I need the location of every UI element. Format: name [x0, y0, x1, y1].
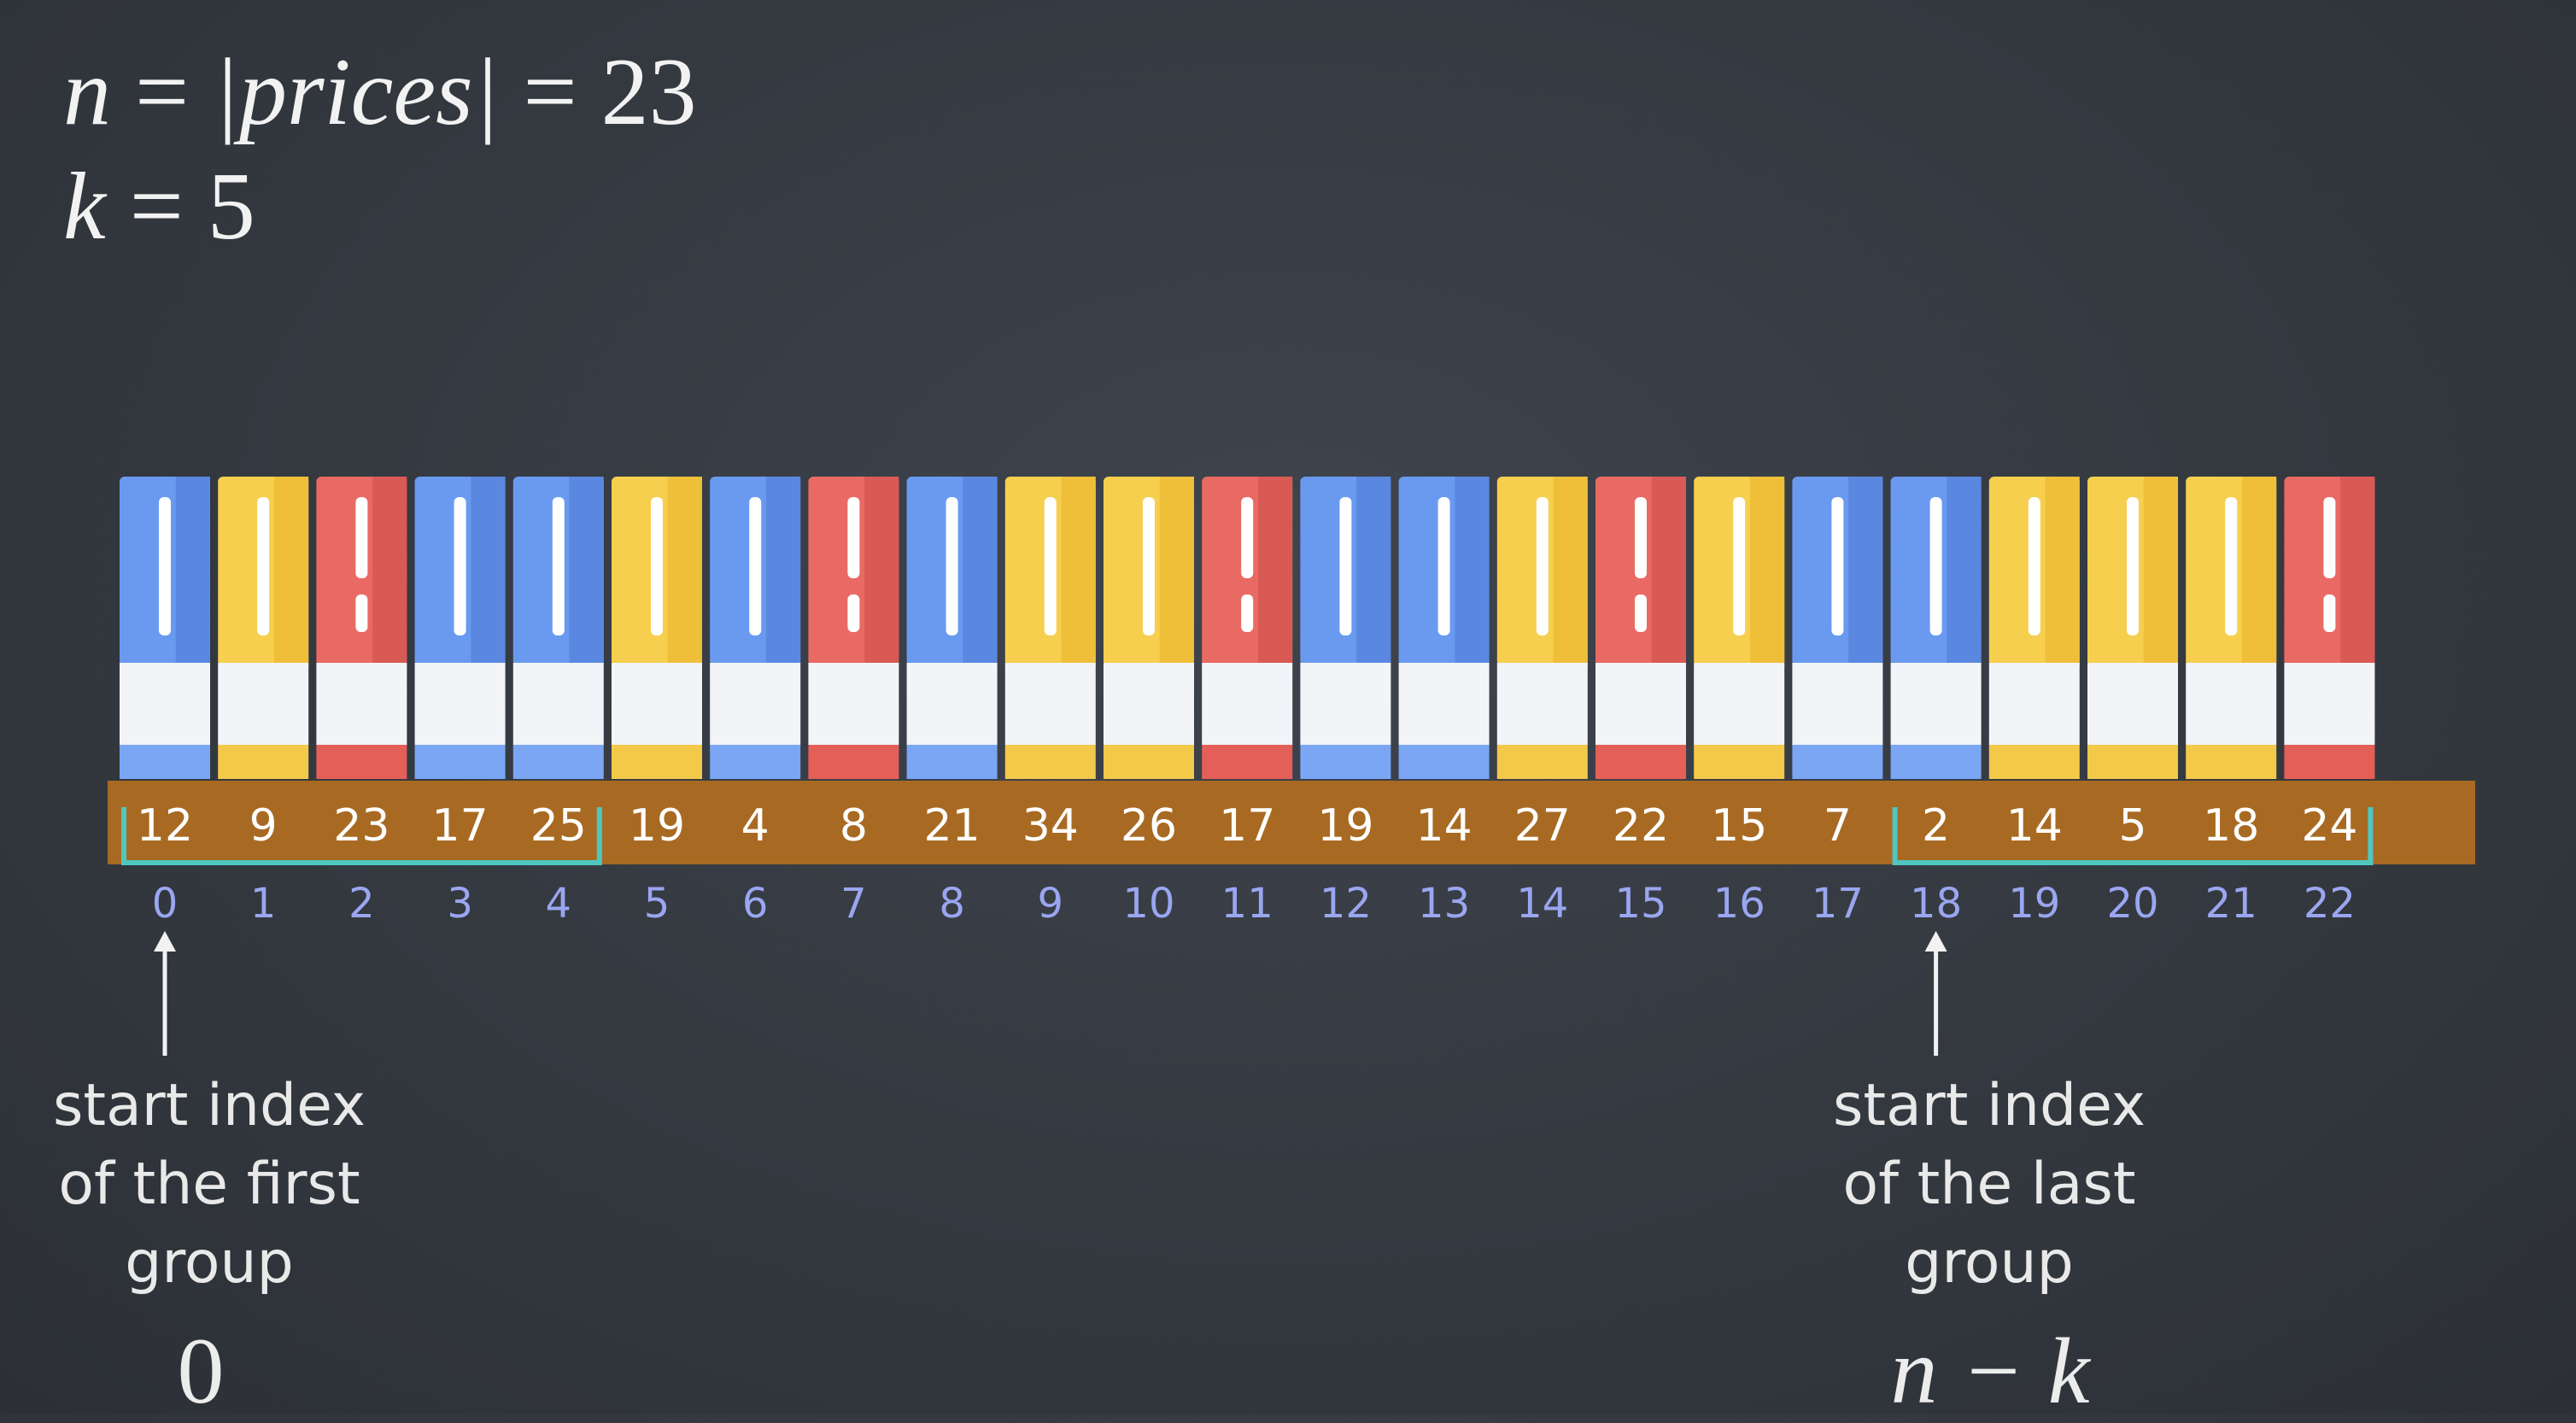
arrows-group: [154, 931, 1947, 1056]
bar-mark-icon: [1930, 497, 1942, 635]
bar-mark-icon: [553, 497, 565, 635]
price-value: 34: [1022, 800, 1079, 852]
formula-n-var: n: [63, 39, 111, 145]
first-group-label: [17, 1067, 401, 1303]
bar-mark-icon: [2127, 497, 2139, 635]
book-pages: [907, 663, 998, 745]
book-pages: [1595, 663, 1686, 745]
index-label: 20: [2106, 880, 2159, 928]
formula-k-eq: =: [129, 154, 184, 260]
values-group: [137, 800, 2358, 852]
index-label: 12: [1319, 880, 1372, 928]
book-spine-shade: [1947, 477, 1981, 666]
index-label: 9: [1037, 880, 1064, 928]
exclamation-icon: [847, 497, 859, 578]
book-bottom-band: [1005, 745, 1096, 779]
index-label: 4: [545, 880, 572, 928]
book-bottom-band: [1595, 745, 1686, 779]
index-label: 16: [1712, 880, 1765, 928]
book-pages: [808, 663, 899, 745]
exclamation-icon: [355, 497, 367, 578]
book: [612, 477, 702, 779]
book: [218, 477, 308, 779]
book-spine-shade: [2340, 477, 2374, 666]
book-bottom-band: [1300, 745, 1390, 779]
book-spine-shade: [1160, 477, 1194, 666]
book-bottom-band: [1989, 745, 2080, 779]
book-bottom-band: [2284, 745, 2374, 779]
first-label-line3: group: [125, 1229, 294, 1297]
exclamation-dot: [355, 594, 367, 632]
last-group-arrow: [1925, 931, 1947, 1056]
bar-mark-icon: [1438, 497, 1450, 635]
bar-mark-icon: [454, 497, 466, 635]
book-pages: [218, 663, 308, 745]
book: [513, 477, 604, 779]
index-label: 15: [1614, 880, 1667, 928]
price-value: 4: [741, 800, 770, 852]
bar-mark-icon: [1733, 497, 1745, 635]
book: [1497, 477, 1588, 779]
bar-mark-icon: [1045, 497, 1057, 635]
book-pages: [612, 663, 702, 745]
index-label: 14: [1516, 880, 1569, 928]
book-pages: [1005, 663, 1096, 745]
price-value: 22: [1612, 800, 1670, 852]
book-bottom-band: [1202, 745, 1292, 779]
book: [1202, 477, 1292, 779]
book-bottom-band: [2087, 745, 2178, 779]
book-spine-shade: [1554, 477, 1588, 666]
book-pages: [1202, 663, 1292, 745]
last-label-line3: group: [1905, 1229, 2074, 1297]
price-value: 21: [923, 800, 981, 852]
book-bottom-band: [1792, 745, 1882, 779]
book-pages: [1891, 663, 1982, 745]
book-spine-shade: [570, 477, 604, 666]
bar-mark-icon: [1537, 497, 1549, 635]
book-bottom-band: [710, 745, 800, 779]
price-value: 18: [2203, 800, 2260, 852]
arrow-head-icon: [154, 931, 176, 952]
book-spine-shade: [864, 477, 899, 666]
book-spine-shade: [1356, 477, 1390, 666]
book: [1891, 477, 1982, 779]
bar-mark-icon: [1143, 497, 1155, 635]
book-bottom-band: [218, 745, 308, 779]
last-label-line2: of the last: [1842, 1151, 2136, 1218]
exclamation-dot: [847, 594, 859, 632]
index-label: 22: [2303, 880, 2356, 928]
book-pages: [120, 663, 210, 745]
book: [1104, 477, 1194, 779]
price-value: 25: [530, 800, 587, 852]
price-value: 12: [136, 800, 194, 852]
book: [1792, 477, 1882, 779]
index-label: 7: [840, 880, 867, 928]
bar-mark-icon: [159, 497, 171, 635]
index-label: 18: [1910, 880, 1963, 928]
bar-mark-icon: [2029, 497, 2040, 635]
book-spine-shade: [471, 477, 505, 666]
book: [120, 477, 210, 779]
price-value: 24: [2301, 800, 2358, 852]
book: [1300, 477, 1390, 779]
book-bottom-band: [316, 745, 407, 779]
book-bottom-band: [2186, 745, 2276, 779]
last-group-value: n − k: [1890, 1319, 2090, 1423]
book-bottom-band: [1104, 745, 1194, 779]
book-bottom-band: [1497, 745, 1588, 779]
book-spine-shade: [176, 477, 210, 666]
book: [2087, 477, 2178, 779]
arrow-head-icon: [1925, 931, 1947, 952]
index-label: 8: [939, 880, 965, 928]
book-bottom-band: [415, 745, 506, 779]
price-value: 19: [1317, 800, 1374, 852]
price-value: 19: [628, 800, 686, 852]
price-value: 7: [1823, 800, 1852, 852]
book: [1005, 477, 1096, 779]
price-value: 8: [839, 800, 868, 852]
book: [1989, 477, 2080, 779]
book: [415, 477, 506, 779]
price-value: 27: [1513, 800, 1571, 852]
book-pages: [2186, 663, 2276, 745]
bar-mark-icon: [257, 497, 269, 635]
first-label-line1: start index: [52, 1072, 366, 1139]
exclamation-icon: [1635, 497, 1647, 578]
index-label: 13: [1418, 880, 1471, 928]
book-pages: [316, 663, 407, 745]
book-spine-shade: [372, 477, 407, 666]
book-pages: [1792, 663, 1882, 745]
book: [710, 477, 800, 779]
book: [1595, 477, 1686, 779]
price-value: 17: [431, 800, 489, 852]
book-pages: [2087, 663, 2178, 745]
index-label: 21: [2204, 880, 2257, 928]
bar-mark-icon: [2225, 497, 2237, 635]
book-pages: [710, 663, 800, 745]
first-label-line2: of the first: [58, 1151, 360, 1218]
book-spine-shade: [1652, 477, 1686, 666]
book: [2284, 477, 2374, 779]
books-group: [120, 477, 2374, 779]
price-value: 5: [2118, 800, 2147, 852]
bar-mark-icon: [1339, 497, 1351, 635]
book-pages: [1694, 663, 1784, 745]
book-spine-shade: [963, 477, 997, 666]
price-value: 14: [1415, 800, 1472, 852]
price-value: 9: [249, 800, 278, 852]
book-bottom-band: [612, 745, 702, 779]
formula-k-var: k: [63, 154, 106, 260]
book-spine-shade: [1258, 477, 1292, 666]
bar-mark-icon: [946, 497, 958, 635]
book-spine-shade: [1455, 477, 1489, 666]
book-bottom-band: [1399, 745, 1490, 779]
exclamation-dot: [2323, 594, 2335, 632]
book-bottom-band: [513, 745, 604, 779]
book: [907, 477, 998, 779]
book-pages: [1104, 663, 1194, 745]
bar-mark-icon: [749, 497, 761, 635]
book: [2186, 477, 2276, 779]
formula-n-value: 23: [600, 39, 697, 145]
last-label-line1: start index: [1832, 1072, 2146, 1139]
book: [316, 477, 407, 779]
formula-n-eq2: =: [523, 39, 577, 145]
index-label: 0: [151, 880, 179, 928]
index-label: 1: [249, 880, 277, 928]
book-spine-shade: [1848, 477, 1882, 666]
exclamation-icon: [1241, 497, 1253, 578]
book-bottom-band: [120, 745, 210, 779]
first-group-value: 0: [177, 1319, 225, 1423]
book-spine-shade: [766, 477, 800, 666]
price-value: 17: [1219, 800, 1276, 852]
price-value: 14: [2005, 800, 2063, 852]
book-spine-shade: [2242, 477, 2276, 666]
last-group-label: [1797, 1067, 2181, 1303]
index-label: 2: [348, 880, 375, 928]
book-bottom-band: [907, 745, 998, 779]
price-value: 23: [333, 800, 390, 852]
indices-group: [152, 880, 2356, 928]
index-label: 10: [1122, 880, 1175, 928]
formula-n-eq1: =: [135, 39, 190, 145]
book-pages: [415, 663, 506, 745]
bar-mark-icon: [651, 497, 663, 635]
index-label: 19: [2008, 880, 2061, 928]
book-bottom-band: [1891, 745, 1982, 779]
book: [1694, 477, 1784, 779]
book-pages: [1300, 663, 1390, 745]
book-pages: [1989, 663, 2080, 745]
index-label: 6: [741, 880, 769, 928]
book-bottom-band: [808, 745, 899, 779]
formula-n-set: |prices|: [213, 39, 500, 145]
price-value: 2: [1922, 800, 1951, 852]
book: [1399, 477, 1490, 779]
exclamation-dot: [1635, 594, 1647, 632]
index-label: 11: [1221, 880, 1273, 928]
book-spine-shade: [1062, 477, 1096, 666]
book-pages: [513, 663, 604, 745]
book-pages: [2284, 663, 2374, 745]
index-label: 17: [1811, 880, 1864, 928]
book-pages: [1497, 663, 1588, 745]
exclamation-dot: [1241, 594, 1253, 632]
book-bottom-band: [1694, 745, 1784, 779]
book-spine-shade: [2144, 477, 2178, 666]
book-spine-shade: [274, 477, 308, 666]
index-label: 5: [643, 880, 670, 928]
exclamation-icon: [2323, 497, 2335, 578]
price-value: 26: [1120, 800, 1178, 852]
first-group-arrow: [154, 931, 176, 1056]
index-label: 3: [447, 880, 473, 928]
formula-k-value: 5: [207, 154, 255, 260]
book-spine-shade: [2046, 477, 2080, 666]
book: [808, 477, 899, 779]
book-spine-shade: [668, 477, 702, 666]
book-spine-shade: [1750, 477, 1784, 666]
bar-mark-icon: [1831, 497, 1843, 635]
price-value: 15: [1711, 800, 1768, 852]
book-pages: [1399, 663, 1490, 745]
